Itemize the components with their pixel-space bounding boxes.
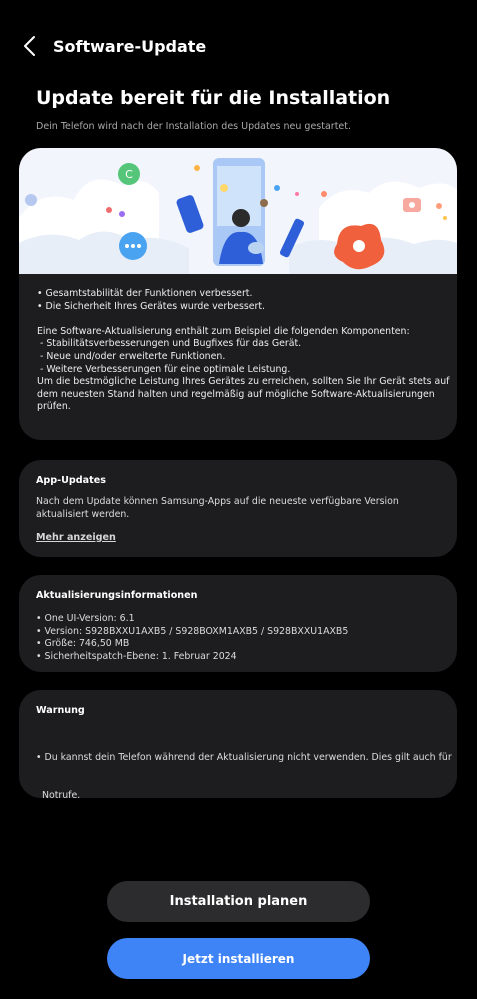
- phone-icon: [118, 163, 140, 185]
- details-line: • Die Sicherheit Ihres Gerätes wurde verbessert.: [37, 300, 266, 312]
- update-info-line: • Größe: 746,50 MB: [36, 638, 130, 650]
- update-info-title: Aktualisierungsinformationen: [36, 590, 198, 601]
- update-banner-illustration: [19, 148, 457, 274]
- schedule-installation-button[interactable]: Installation planen: [107, 881, 370, 922]
- details-line: - Stabilitätsverbesserungen und Bugfixes für das Gerät.: [37, 338, 302, 350]
- update-info-text: [36, 613, 439, 663]
- details-line: dem neuesten Stand halten und regelmäßig auf mögliche Software-Aktualisierungen: [37, 388, 435, 400]
- details-line: - Weitere Verbesserungen für eine optimale Leistung.: [37, 363, 291, 375]
- show-more-link[interactable]: Mehr anzeigen: [36, 532, 116, 543]
- update-info-card: [19, 575, 457, 672]
- warning-card: [19, 690, 457, 798]
- svg-text:C: C: [125, 168, 133, 181]
- details-line: - Neue und/oder erweiterte Funktionen.: [37, 350, 226, 362]
- page-title: Software-Update: [53, 37, 207, 56]
- app-updates-text: Nach dem Update können Samsung-Apps auf die neueste verfügbare Version aktualisiert werden.: [36, 496, 399, 520]
- warning-line: Notrufe.: [36, 789, 81, 798]
- warning-title: Warnung: [36, 705, 85, 716]
- details-line: Um die bestmögliche Leistung Ihres Gerätes zu erreichen, sollten Sie Ihr Gerät stets auf: [37, 376, 450, 388]
- update-details-card: [19, 148, 457, 440]
- install-now-button[interactable]: Jetzt installieren: [107, 938, 370, 979]
- details-line: prüfen.: [37, 401, 71, 413]
- update-details-text: [19, 274, 457, 414]
- update-subtitle: Dein Telefon wird nach der Installation des Updates neu gestartet.: [36, 121, 352, 132]
- details-spacer: [37, 313, 439, 326]
- app-updates-card: [19, 460, 457, 557]
- update-info-line: • One UI-Version: 6.1: [36, 613, 135, 624]
- app-updates-title: App-Updates: [36, 475, 106, 486]
- back-arrow-icon[interactable]: [20, 34, 42, 58]
- warning-line: • Du kannst dein Telefon während der Aktualisierung nicht verwenden. Dies gilt auch für: [36, 752, 452, 764]
- warning-text: [36, 727, 452, 798]
- details-line: Eine Software-Aktualisierung enthält zum Beispiel die folgenden Komponenten:: [37, 325, 410, 337]
- chat-bubble-icon: [119, 232, 147, 260]
- update-info-line: • Version: S928BXXU1AXB5 / S928BOXM1AXB5 / S928BXXU1AXB5: [36, 625, 349, 637]
- details-line: • Gesamtstabilität der Funktionen verbessert.: [37, 288, 253, 299]
- update-info-line: • Sicherheitspatch-Ebene: 1. Februar 2024: [36, 650, 237, 662]
- camera-icon: [403, 198, 421, 212]
- top-bar: [0, 30, 477, 64]
- update-heading: Update bereit für die Installation: [36, 87, 391, 109]
